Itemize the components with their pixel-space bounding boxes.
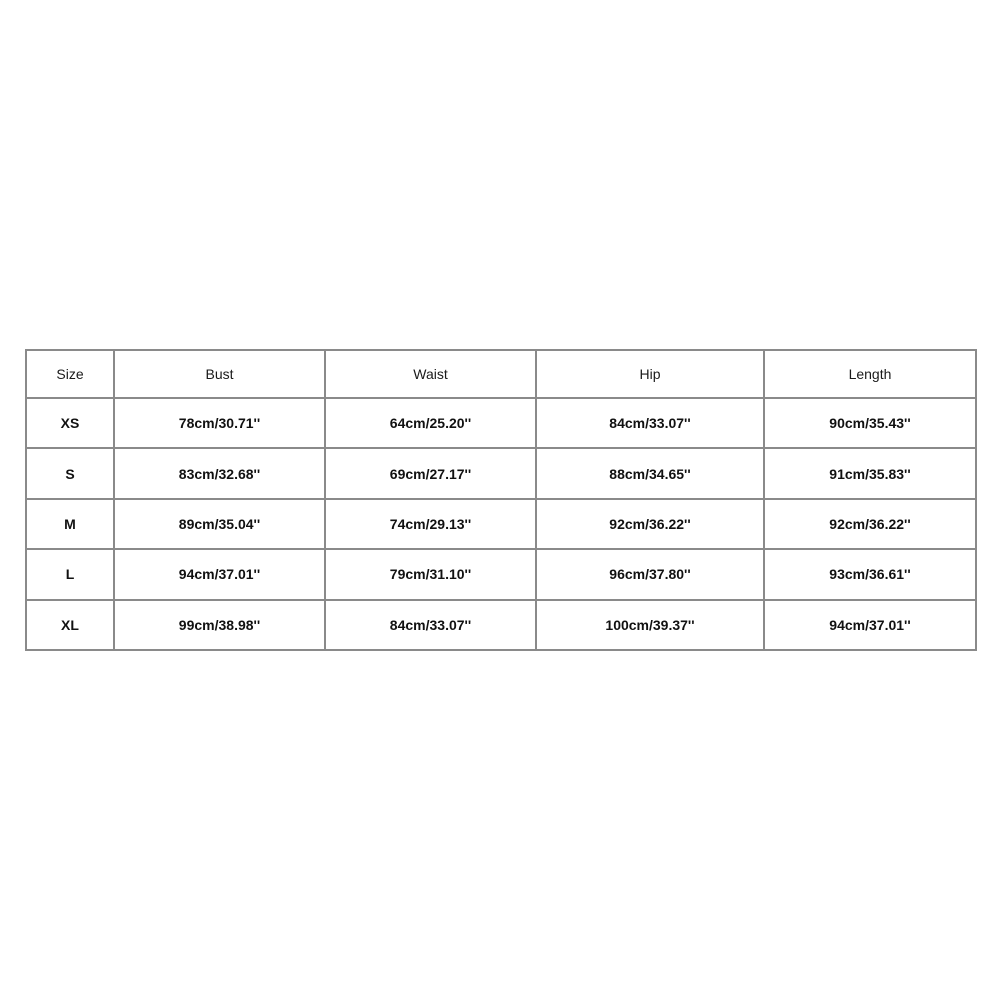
length-cell: 92cm/36.22''	[764, 499, 976, 549]
waist-cell: 64cm/25.20''	[325, 398, 536, 448]
hip-cell: 88cm/34.65''	[536, 448, 764, 498]
header-waist: Waist	[325, 350, 536, 398]
table-row	[26, 600, 976, 650]
size-cell: M	[26, 499, 114, 549]
table-header	[26, 350, 976, 398]
waist-cell: 69cm/27.17''	[325, 448, 536, 498]
waist-cell: 74cm/29.13''	[325, 499, 536, 549]
length-cell: 94cm/37.01''	[764, 600, 976, 650]
table-row	[26, 398, 976, 448]
waist-cell: 84cm/33.07''	[325, 600, 536, 650]
hip-cell: 84cm/33.07''	[536, 398, 764, 448]
header-length: Length	[764, 350, 976, 398]
table-body	[26, 398, 976, 650]
hip-cell: 96cm/37.80''	[536, 549, 764, 599]
bust-cell: 78cm/30.71''	[114, 398, 325, 448]
size-cell: L	[26, 549, 114, 599]
hip-cell: 92cm/36.22''	[536, 499, 764, 549]
length-cell: 90cm/35.43''	[764, 398, 976, 448]
header-hip: Hip	[536, 350, 764, 398]
table-row	[26, 448, 976, 498]
size-cell: S	[26, 448, 114, 498]
bust-cell: 83cm/32.68''	[114, 448, 325, 498]
size-cell: XL	[26, 600, 114, 650]
size-chart-table	[25, 349, 977, 651]
bust-cell: 89cm/35.04''	[114, 499, 325, 549]
header-row	[26, 350, 976, 398]
bust-cell: 94cm/37.01''	[114, 549, 325, 599]
length-cell: 93cm/36.61''	[764, 549, 976, 599]
waist-cell: 79cm/31.10''	[325, 549, 536, 599]
length-cell: 91cm/35.83''	[764, 448, 976, 498]
table-row	[26, 549, 976, 599]
hip-cell: 100cm/39.37''	[536, 600, 764, 650]
size-cell: XS	[26, 398, 114, 448]
header-bust: Bust	[114, 350, 325, 398]
bust-cell: 99cm/38.98''	[114, 600, 325, 650]
table-row	[26, 499, 976, 549]
header-size: Size	[26, 350, 114, 398]
